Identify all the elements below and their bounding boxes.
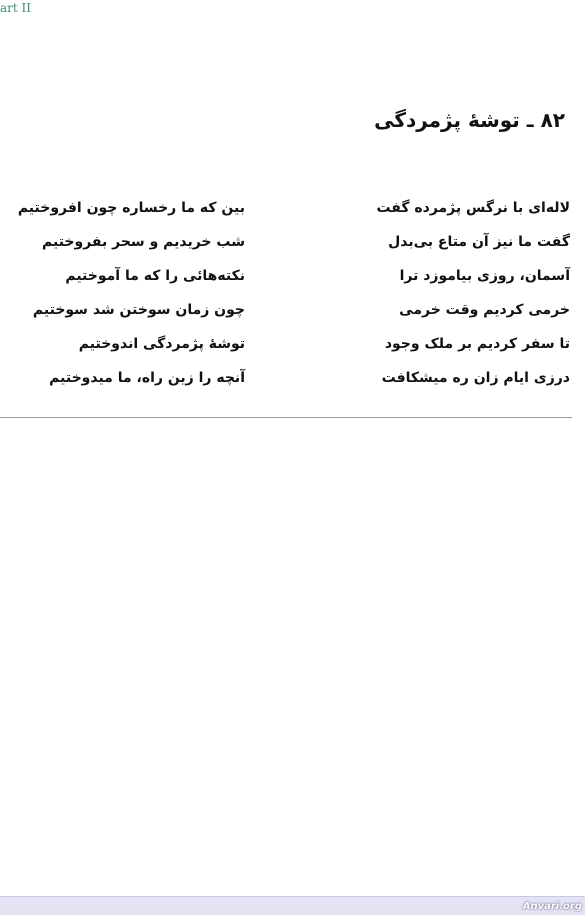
verse-first-hemistich: تا سفر کردیم بر ملک وجود [384,336,570,352]
footer-bar [0,896,585,915]
section-divider [0,417,572,418]
verse-first-hemistich: خرمی کردیم وقت خرمی [399,302,570,318]
site-watermark: Anvari.org [522,901,582,912]
verse-second-hemistich: شب خریدیم و سحر بفروختیم [42,234,245,250]
verse-first-hemistich: درزی ایام زان ره میشکافت [381,370,570,386]
verse-first-hemistich: لاله‌ای با نرگس پژمرده گفت [376,200,570,216]
verse-row [0,198,585,232]
verse-row [0,266,585,300]
verse-second-hemistich: چون زمان سوختن شد سوختیم [32,302,245,318]
verse-second-hemistich: نکته‌هائی را که ما آموختیم [65,268,245,284]
verse-second-hemistich: بین که ما رخساره چون افروختیم [17,200,245,216]
verse-first-hemistich: گفت ما نیز آن متاع بی‌بدل [388,234,570,250]
verse-second-hemistich: توشهٔ پژمردگی اندوختیم [78,336,245,352]
verse-row [0,368,585,402]
verse-second-hemistich: آنچه را زین راه، ما میدوختیم [49,370,245,386]
verse-row [0,300,585,334]
verse-row [0,232,585,266]
verse-first-hemistich: آسمان، روزی بیاموزد ترا [399,268,570,284]
poem-title: ۸۲ ـ توشهٔ پژمردگی [374,108,565,132]
verse-row [0,334,585,368]
poem-verses [0,198,585,402]
part-label: art II [0,1,32,15]
